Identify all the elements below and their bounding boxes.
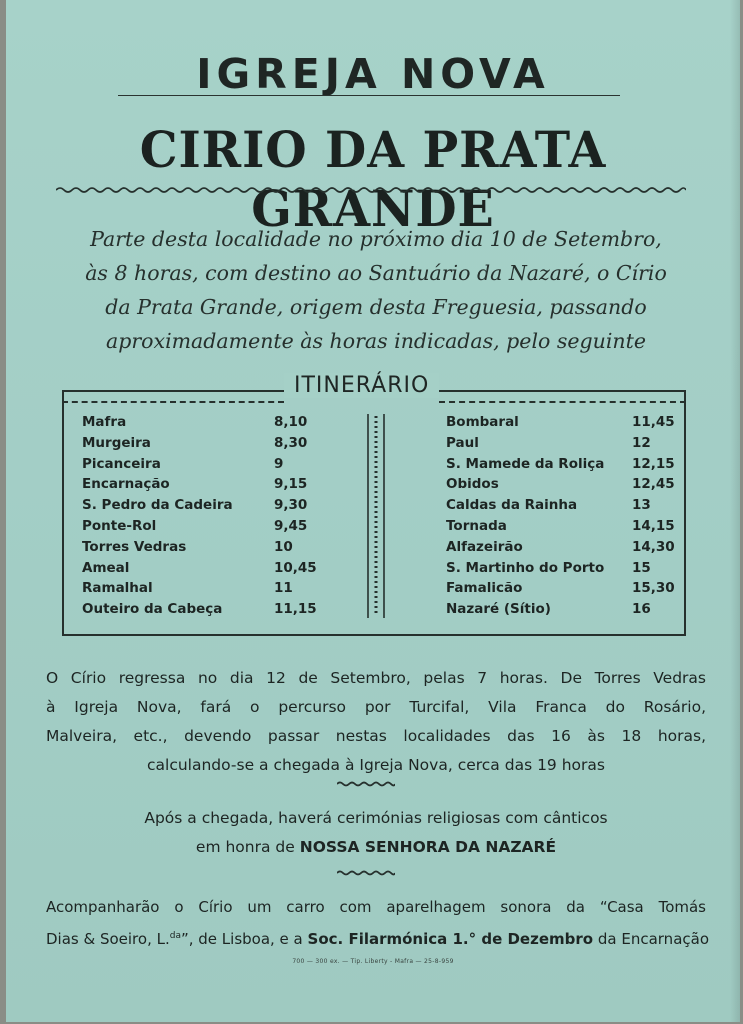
itinerary-row bbox=[82, 495, 312, 516]
separator-squiggle bbox=[337, 779, 395, 789]
music-text: ”, de Lisboa, e a bbox=[180, 930, 303, 948]
itinerary-row bbox=[82, 537, 312, 558]
stop-name: Paul bbox=[446, 434, 479, 451]
stop-time: 12,45 bbox=[632, 476, 675, 493]
intro-paragraph bbox=[66, 222, 686, 358]
stop-name: Mafra bbox=[82, 414, 127, 430]
itinerary-divider bbox=[366, 414, 386, 618]
ceremony-line: Após a chegada, haverá cerimónias religiosas com cânticos bbox=[144, 809, 608, 827]
stop-name: S. Mamede da Roliça bbox=[446, 455, 605, 472]
stop-name: S. Martinho do Porto bbox=[446, 559, 605, 576]
itinerary-left-column bbox=[82, 412, 317, 620]
music-paragraph bbox=[46, 893, 709, 954]
music-text: da Encarnação bbox=[597, 930, 709, 948]
printer-imprint: 700 — 300 ex. — Tip. Liberty - Mafra — 25-8-959 bbox=[292, 958, 454, 965]
stop-time: 15,30 bbox=[632, 580, 675, 597]
poster-title: CIRIO DA PRATA GRANDE bbox=[139, 120, 607, 238]
stop-name: Ameal bbox=[82, 559, 130, 576]
stop-name: Alfazeirão bbox=[446, 538, 523, 555]
stop-time: 14,30 bbox=[632, 538, 675, 555]
stop-time: 11,45 bbox=[632, 414, 675, 430]
stop-name: Torres Vedras bbox=[82, 538, 187, 555]
intro-line: Parte desta localidade no próximo dia 10 de Setembro, bbox=[90, 227, 662, 251]
itinerary-row bbox=[446, 412, 675, 433]
itinerary-row bbox=[82, 578, 312, 599]
stop-name: Tornada bbox=[446, 517, 507, 534]
itinerary-row bbox=[82, 433, 312, 454]
ceremony-prefix: em honra de bbox=[195, 838, 295, 856]
stop-name: Bombaral bbox=[446, 414, 519, 430]
stop-time: 9 bbox=[274, 455, 284, 472]
itinerary-row bbox=[446, 537, 675, 558]
itinerary-row bbox=[82, 474, 312, 495]
stop-time: 12,15 bbox=[632, 455, 675, 472]
stop-time: 10,45 bbox=[274, 559, 317, 576]
itinerary-row bbox=[446, 516, 675, 537]
itinerary-right-column bbox=[446, 412, 675, 620]
itinerary-row bbox=[82, 599, 317, 620]
stop-time: 9,45 bbox=[274, 517, 308, 534]
title-wavy-rule bbox=[56, 185, 686, 195]
stop-name: Outeiro da Cabeça bbox=[82, 601, 223, 618]
return-line: à Igreja Nova, fará o percurso por Turcifal, Vila Franca do Rosário, bbox=[46, 698, 706, 716]
intro-line: às 8 horas, com destino ao Santuário da Nazaré, o Círio bbox=[85, 261, 667, 285]
stop-name: Murgeira bbox=[82, 434, 151, 451]
ceremony-dedication: NOSSA SENHORA DA NAZARÉ bbox=[299, 838, 557, 856]
music-band-name: Soc. Filarmónica 1.° de Dezembro bbox=[307, 930, 594, 948]
itinerary-title: ITINERÁRIO bbox=[284, 373, 439, 398]
separator-squiggle bbox=[337, 868, 395, 878]
itinerary-row bbox=[82, 412, 312, 433]
intro-line: da Prata Grande, origem desta Freguesia, passando bbox=[105, 295, 647, 319]
music-line bbox=[46, 922, 709, 954]
itinerary-row bbox=[446, 474, 675, 495]
music-text: Dias & Soeiro, L. bbox=[46, 930, 170, 948]
ceremony-line bbox=[46, 833, 706, 862]
stop-time: 13 bbox=[632, 497, 651, 514]
itinerary-row bbox=[446, 578, 675, 599]
itinerary-row bbox=[82, 516, 312, 537]
return-paragraph bbox=[46, 664, 706, 780]
stop-name: Obidos bbox=[446, 476, 499, 493]
itinerary-title-dash bbox=[62, 401, 284, 403]
paper-edge-shadow bbox=[730, 0, 740, 1022]
ceremony-paragraph bbox=[46, 804, 706, 862]
return-line: calculando-se a chegada à Igreja Nova, cerca das 19 horas bbox=[147, 756, 605, 774]
intro-line: aproximadamente às horas indicadas, pelo seguinte bbox=[106, 329, 646, 353]
heading-rule bbox=[118, 95, 620, 96]
stop-name: Encarnação bbox=[82, 476, 170, 493]
stop-time: 16 bbox=[632, 601, 651, 618]
itinerary-row bbox=[446, 454, 675, 475]
music-superscript: da bbox=[169, 931, 181, 941]
itinerary-title-dash bbox=[439, 401, 686, 403]
stop-time: 15 bbox=[632, 559, 651, 576]
itinerary-row bbox=[446, 599, 671, 620]
return-line: Malveira, etc., devendo passar nestas localidades das 16 às 18 horas, bbox=[46, 727, 706, 745]
stop-time: 11,15 bbox=[274, 601, 317, 618]
stop-time: 9,15 bbox=[274, 476, 308, 493]
itinerary-row bbox=[446, 495, 671, 516]
itinerary-row bbox=[446, 558, 671, 579]
parish-heading: IGREJA NOVA bbox=[196, 50, 550, 98]
stop-name: Nazaré (Sítio) bbox=[446, 601, 551, 618]
stop-time: 8,30 bbox=[274, 434, 308, 451]
stop-time: 11 bbox=[274, 580, 293, 597]
stop-name: Famalicão bbox=[446, 580, 523, 597]
itinerary-row bbox=[82, 454, 312, 475]
stop-name: S. Pedro da Cadeira bbox=[82, 497, 233, 514]
itinerary-row bbox=[446, 433, 671, 454]
itinerary-row bbox=[82, 558, 317, 579]
stop-time: 12 bbox=[632, 434, 651, 451]
stop-time: 8,10 bbox=[274, 414, 308, 430]
stop-name: Picanceira bbox=[82, 455, 161, 472]
stop-name: Ponte-Rol bbox=[82, 517, 157, 534]
stop-time: 10 bbox=[274, 538, 293, 555]
stop-time: 14,15 bbox=[632, 517, 675, 534]
stop-time: 9,30 bbox=[274, 497, 308, 514]
poster-sheet bbox=[6, 0, 740, 1022]
stop-name: Caldas da Rainha bbox=[446, 497, 578, 514]
stop-name: Ramalhal bbox=[82, 580, 153, 597]
return-line: O Círio regressa no dia 12 de Setembro, pelas 7 horas. De Torres Vedras bbox=[46, 669, 706, 687]
music-line: Acompanharão o Círio um carro com aparelhagem sonora da “Casa Tomás bbox=[46, 898, 706, 916]
